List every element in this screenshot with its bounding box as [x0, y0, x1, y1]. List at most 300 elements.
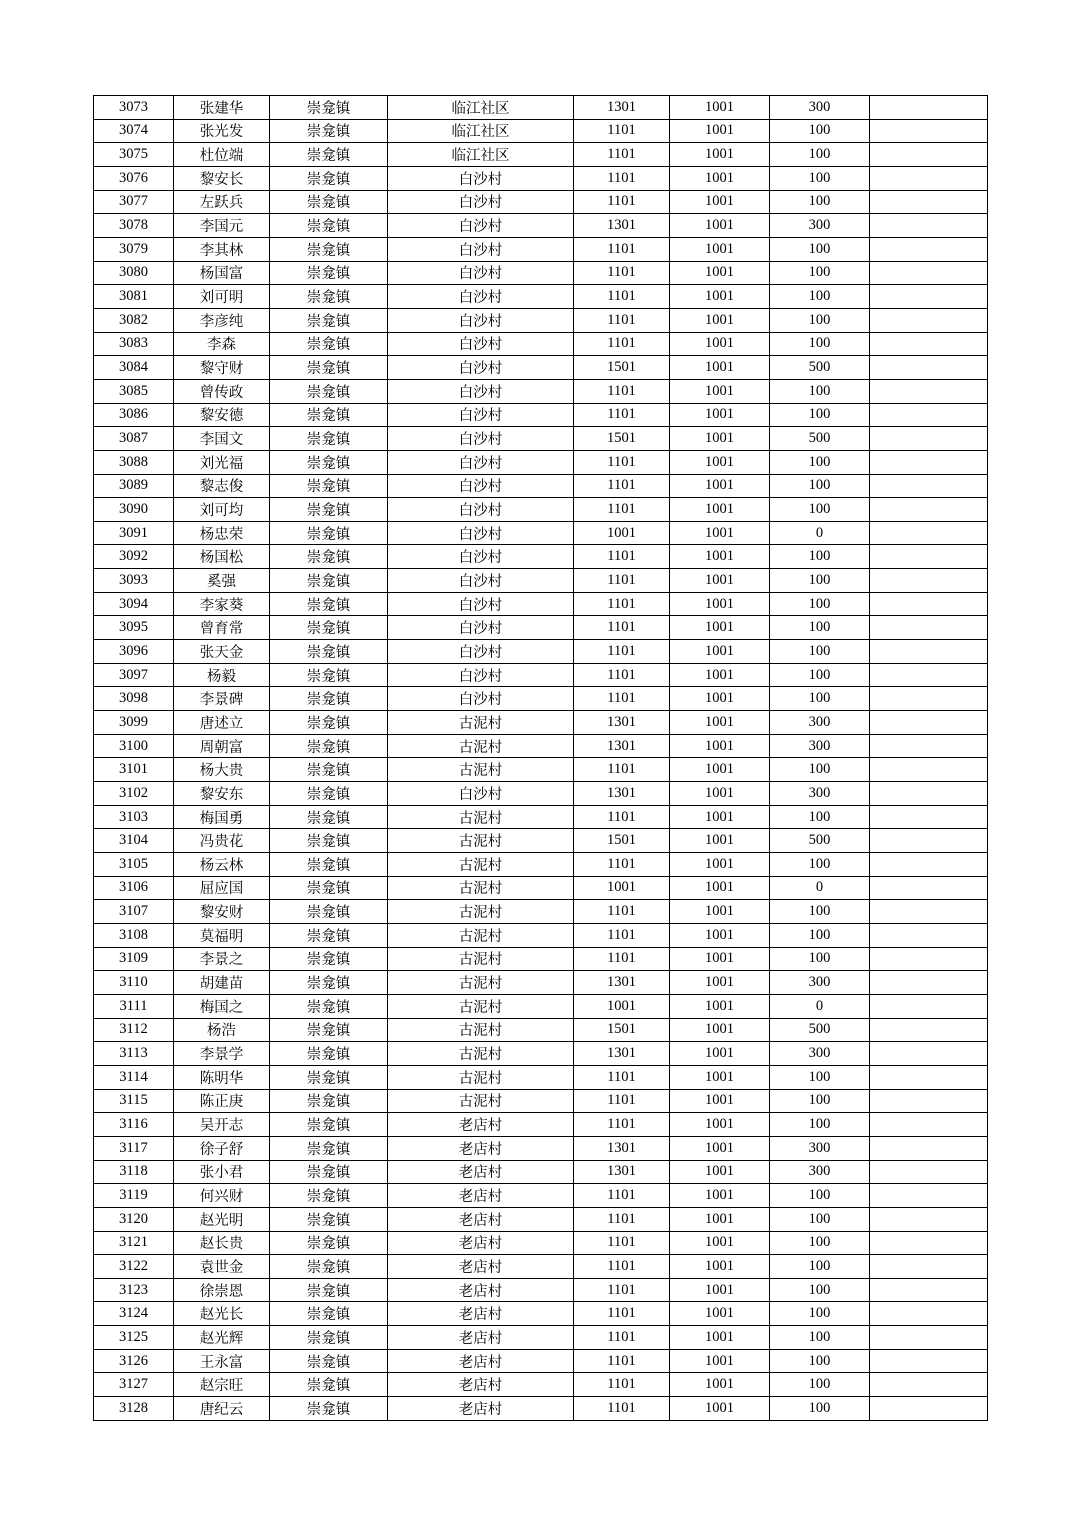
town-cell: 崇龛镇 — [270, 592, 388, 616]
village-cell: 古泥村 — [388, 734, 574, 758]
row-id-cell: 3113 — [94, 1042, 174, 1066]
code-b-cell: 1001 — [670, 261, 770, 285]
town-cell: 崇龛镇 — [270, 734, 388, 758]
name-cell: 黎安德 — [174, 403, 270, 427]
code-a-cell: 1501 — [574, 356, 670, 380]
row-id-cell: 3102 — [94, 782, 174, 806]
code-a-cell: 1501 — [574, 1018, 670, 1042]
code-a-cell: 1101 — [574, 498, 670, 522]
code-b-cell: 1001 — [670, 569, 770, 593]
village-cell: 白沙村 — [388, 356, 574, 380]
code-b-cell: 1001 — [670, 356, 770, 380]
table-row — [94, 1136, 988, 1160]
table-row — [94, 1065, 988, 1089]
code-b-cell: 1001 — [670, 1184, 770, 1208]
amount-cell: 500 — [770, 356, 870, 380]
note-cell — [870, 474, 988, 498]
code-b-cell: 1001 — [670, 1207, 770, 1231]
code-b-cell: 1001 — [670, 1349, 770, 1373]
table-row — [94, 190, 988, 214]
village-cell: 老店村 — [388, 1160, 574, 1184]
table-row — [94, 663, 988, 687]
code-a-cell: 1101 — [574, 308, 670, 332]
table-row — [94, 427, 988, 451]
town-cell: 崇龛镇 — [270, 403, 388, 427]
code-a-cell: 1101 — [574, 1255, 670, 1279]
town-cell: 崇龛镇 — [270, 166, 388, 190]
name-cell: 何兴财 — [174, 1184, 270, 1208]
village-cell: 老店村 — [388, 1207, 574, 1231]
code-b-cell: 1001 — [670, 994, 770, 1018]
name-cell: 黎守财 — [174, 356, 270, 380]
village-cell: 古泥村 — [388, 900, 574, 924]
note-cell — [870, 261, 988, 285]
town-cell: 崇龛镇 — [270, 853, 388, 877]
code-a-cell: 1101 — [574, 379, 670, 403]
row-id-cell: 3118 — [94, 1160, 174, 1184]
table-row — [94, 758, 988, 782]
village-cell: 白沙村 — [388, 403, 574, 427]
code-b-cell: 1001 — [670, 640, 770, 664]
note-cell — [870, 687, 988, 711]
code-a-cell: 1101 — [574, 545, 670, 569]
note-cell — [870, 1184, 988, 1208]
row-id-cell: 3081 — [94, 285, 174, 309]
note-cell — [870, 734, 988, 758]
name-cell: 杨浩 — [174, 1018, 270, 1042]
note-cell — [870, 782, 988, 806]
town-cell: 崇龛镇 — [270, 569, 388, 593]
note-cell — [870, 1349, 988, 1373]
note-cell — [870, 1255, 988, 1279]
name-cell: 王永富 — [174, 1349, 270, 1373]
row-id-cell: 3098 — [94, 687, 174, 711]
amount-cell: 100 — [770, 663, 870, 687]
name-cell: 曾传政 — [174, 379, 270, 403]
code-a-cell: 1101 — [574, 569, 670, 593]
code-a-cell: 1101 — [574, 190, 670, 214]
town-cell: 崇龛镇 — [270, 758, 388, 782]
code-a-cell: 1001 — [574, 994, 670, 1018]
code-a-cell: 1101 — [574, 1113, 670, 1137]
row-id-cell: 3107 — [94, 900, 174, 924]
town-cell: 崇龛镇 — [270, 1349, 388, 1373]
town-cell: 崇龛镇 — [270, 1278, 388, 1302]
town-cell: 崇龛镇 — [270, 782, 388, 806]
table-row — [94, 1397, 988, 1421]
name-cell: 杨云林 — [174, 853, 270, 877]
row-id-cell: 3082 — [94, 308, 174, 332]
amount-cell: 0 — [770, 994, 870, 1018]
note-cell — [870, 1136, 988, 1160]
amount-cell: 100 — [770, 687, 870, 711]
name-cell: 李景学 — [174, 1042, 270, 1066]
name-cell: 黎志俊 — [174, 474, 270, 498]
name-cell: 张光发 — [174, 119, 270, 143]
code-a-cell: 1101 — [574, 332, 670, 356]
table-row — [94, 237, 988, 261]
code-a-cell: 1101 — [574, 923, 670, 947]
table-row — [94, 876, 988, 900]
amount-cell: 0 — [770, 876, 870, 900]
name-cell: 杨毅 — [174, 663, 270, 687]
name-cell: 刘可明 — [174, 285, 270, 309]
village-cell: 古泥村 — [388, 711, 574, 735]
name-cell: 杨国松 — [174, 545, 270, 569]
table-row — [94, 1207, 988, 1231]
row-id-cell: 3093 — [94, 569, 174, 593]
table-row — [94, 143, 988, 167]
row-id-cell: 3108 — [94, 923, 174, 947]
code-b-cell: 1001 — [670, 450, 770, 474]
row-id-cell: 3087 — [94, 427, 174, 451]
village-cell: 古泥村 — [388, 829, 574, 853]
note-cell — [870, 1302, 988, 1326]
amount-cell: 100 — [770, 1207, 870, 1231]
amount-cell: 100 — [770, 1255, 870, 1279]
name-cell: 屈应国 — [174, 876, 270, 900]
code-b-cell: 1001 — [670, 1113, 770, 1137]
amount-cell: 100 — [770, 190, 870, 214]
name-cell: 徐崇恩 — [174, 1278, 270, 1302]
amount-cell: 100 — [770, 285, 870, 309]
note-cell — [870, 214, 988, 238]
name-cell: 赵长贵 — [174, 1231, 270, 1255]
note-cell — [870, 427, 988, 451]
village-cell: 老店村 — [388, 1349, 574, 1373]
table-row — [94, 1089, 988, 1113]
name-cell: 李其林 — [174, 237, 270, 261]
town-cell: 崇龛镇 — [270, 971, 388, 995]
code-a-cell: 1301 — [574, 782, 670, 806]
town-cell: 崇龛镇 — [270, 545, 388, 569]
town-cell: 崇龛镇 — [270, 900, 388, 924]
code-a-cell: 1001 — [574, 521, 670, 545]
amount-cell: 100 — [770, 1302, 870, 1326]
village-cell: 老店村 — [388, 1255, 574, 1279]
amount-cell: 100 — [770, 1373, 870, 1397]
table-row — [94, 119, 988, 143]
row-id-cell: 3094 — [94, 592, 174, 616]
village-cell: 古泥村 — [388, 876, 574, 900]
note-cell — [870, 356, 988, 380]
amount-cell: 500 — [770, 427, 870, 451]
table-row — [94, 545, 988, 569]
table-row — [94, 356, 988, 380]
town-cell: 崇龛镇 — [270, 805, 388, 829]
town-cell: 崇龛镇 — [270, 1255, 388, 1279]
row-id-cell: 3106 — [94, 876, 174, 900]
amount-cell: 100 — [770, 592, 870, 616]
village-cell: 白沙村 — [388, 285, 574, 309]
table-row — [94, 308, 988, 332]
table-row — [94, 1349, 988, 1373]
code-b-cell: 1001 — [670, 734, 770, 758]
note-cell — [870, 1326, 988, 1350]
name-cell: 黎安东 — [174, 782, 270, 806]
town-cell: 崇龛镇 — [270, 1160, 388, 1184]
table-row — [94, 332, 988, 356]
note-cell — [870, 616, 988, 640]
village-cell: 临江社区 — [388, 96, 574, 120]
amount-cell: 100 — [770, 119, 870, 143]
name-cell: 左跃兵 — [174, 190, 270, 214]
code-a-cell: 1501 — [574, 829, 670, 853]
row-id-cell: 3095 — [94, 616, 174, 640]
town-cell: 崇龛镇 — [270, 663, 388, 687]
note-cell — [870, 758, 988, 782]
row-id-cell: 3099 — [94, 711, 174, 735]
code-b-cell: 1001 — [670, 332, 770, 356]
name-cell: 张建华 — [174, 96, 270, 120]
table-row — [94, 971, 988, 995]
name-cell: 莫福明 — [174, 923, 270, 947]
name-cell: 刘可均 — [174, 498, 270, 522]
town-cell: 崇龛镇 — [270, 947, 388, 971]
note-cell — [870, 450, 988, 474]
code-b-cell: 1001 — [670, 427, 770, 451]
table-row — [94, 403, 988, 427]
table-row — [94, 734, 988, 758]
code-a-cell: 1101 — [574, 285, 670, 309]
table-row — [94, 592, 988, 616]
row-id-cell: 3073 — [94, 96, 174, 120]
code-a-cell: 1301 — [574, 1160, 670, 1184]
note-cell — [870, 308, 988, 332]
village-cell: 临江社区 — [388, 119, 574, 143]
town-cell: 崇龛镇 — [270, 261, 388, 285]
row-id-cell: 3080 — [94, 261, 174, 285]
name-cell: 李家葵 — [174, 592, 270, 616]
town-cell: 崇龛镇 — [270, 521, 388, 545]
row-id-cell: 3105 — [94, 853, 174, 877]
row-id-cell: 3077 — [94, 190, 174, 214]
code-b-cell: 1001 — [670, 1042, 770, 1066]
village-cell: 白沙村 — [388, 332, 574, 356]
amount-cell: 300 — [770, 214, 870, 238]
town-cell: 崇龛镇 — [270, 876, 388, 900]
row-id-cell: 3114 — [94, 1065, 174, 1089]
amount-cell: 100 — [770, 900, 870, 924]
code-a-cell: 1101 — [574, 687, 670, 711]
code-b-cell: 1001 — [670, 1160, 770, 1184]
code-b-cell: 1001 — [670, 190, 770, 214]
town-cell: 崇龛镇 — [270, 1089, 388, 1113]
code-b-cell: 1001 — [670, 829, 770, 853]
row-id-cell: 3125 — [94, 1326, 174, 1350]
table-row — [94, 640, 988, 664]
village-cell: 古泥村 — [388, 805, 574, 829]
table-row — [94, 285, 988, 309]
code-a-cell: 1301 — [574, 734, 670, 758]
row-id-cell: 3120 — [94, 1207, 174, 1231]
amount-cell: 300 — [770, 734, 870, 758]
village-cell: 白沙村 — [388, 569, 574, 593]
code-a-cell: 1101 — [574, 853, 670, 877]
code-a-cell: 1101 — [574, 166, 670, 190]
code-b-cell: 1001 — [670, 1397, 770, 1421]
code-b-cell: 1001 — [670, 166, 770, 190]
note-cell — [870, 569, 988, 593]
amount-cell: 100 — [770, 237, 870, 261]
name-cell: 李景碑 — [174, 687, 270, 711]
name-cell: 张天金 — [174, 640, 270, 664]
row-id-cell: 3089 — [94, 474, 174, 498]
row-id-cell: 3119 — [94, 1184, 174, 1208]
village-cell: 白沙村 — [388, 214, 574, 238]
name-cell: 杜位端 — [174, 143, 270, 167]
town-cell: 崇龛镇 — [270, 994, 388, 1018]
amount-cell: 100 — [770, 569, 870, 593]
name-cell: 黎安长 — [174, 166, 270, 190]
table-row — [94, 1302, 988, 1326]
row-id-cell: 3076 — [94, 166, 174, 190]
note-cell — [870, 403, 988, 427]
code-b-cell: 1001 — [670, 1255, 770, 1279]
note-cell — [870, 119, 988, 143]
code-b-cell: 1001 — [670, 379, 770, 403]
row-id-cell: 3115 — [94, 1089, 174, 1113]
village-cell: 白沙村 — [388, 616, 574, 640]
code-a-cell: 1301 — [574, 214, 670, 238]
village-cell: 白沙村 — [388, 498, 574, 522]
code-b-cell: 1001 — [670, 711, 770, 735]
town-cell: 崇龛镇 — [270, 96, 388, 120]
table-row — [94, 1184, 988, 1208]
code-a-cell: 1101 — [574, 119, 670, 143]
row-id-cell: 3117 — [94, 1136, 174, 1160]
code-b-cell: 1001 — [670, 616, 770, 640]
village-cell: 老店村 — [388, 1136, 574, 1160]
row-id-cell: 3121 — [94, 1231, 174, 1255]
row-id-cell: 3092 — [94, 545, 174, 569]
note-cell — [870, 876, 988, 900]
code-b-cell: 1001 — [670, 1018, 770, 1042]
town-cell: 崇龛镇 — [270, 356, 388, 380]
village-cell: 老店村 — [388, 1113, 574, 1137]
name-cell: 赵光辉 — [174, 1326, 270, 1350]
village-cell: 白沙村 — [388, 261, 574, 285]
row-id-cell: 3075 — [94, 143, 174, 167]
table-row — [94, 450, 988, 474]
village-cell: 老店村 — [388, 1231, 574, 1255]
village-cell: 古泥村 — [388, 853, 574, 877]
row-id-cell: 3103 — [94, 805, 174, 829]
code-a-cell: 1101 — [574, 403, 670, 427]
row-id-cell: 3124 — [94, 1302, 174, 1326]
code-b-cell: 1001 — [670, 214, 770, 238]
code-a-cell: 1101 — [574, 592, 670, 616]
name-cell: 赵光长 — [174, 1302, 270, 1326]
village-cell: 白沙村 — [388, 474, 574, 498]
table-row — [94, 1255, 988, 1279]
note-cell — [870, 711, 988, 735]
town-cell: 崇龛镇 — [270, 1373, 388, 1397]
note-cell — [870, 1065, 988, 1089]
code-b-cell: 1001 — [670, 782, 770, 806]
name-cell: 刘光福 — [174, 450, 270, 474]
code-b-cell: 1001 — [670, 96, 770, 120]
name-cell: 陈明华 — [174, 1065, 270, 1089]
row-id-cell: 3109 — [94, 947, 174, 971]
row-id-cell: 3127 — [94, 1373, 174, 1397]
table-body — [94, 96, 988, 1421]
town-cell: 崇龛镇 — [270, 1018, 388, 1042]
town-cell: 崇龛镇 — [270, 285, 388, 309]
table-row — [94, 1326, 988, 1350]
village-cell: 白沙村 — [388, 592, 574, 616]
code-a-cell: 1501 — [574, 427, 670, 451]
code-a-cell: 1101 — [574, 474, 670, 498]
town-cell: 崇龛镇 — [270, 214, 388, 238]
amount-cell: 100 — [770, 143, 870, 167]
amount-cell: 100 — [770, 853, 870, 877]
code-a-cell: 1101 — [574, 1207, 670, 1231]
table-row — [94, 1373, 988, 1397]
village-cell: 白沙村 — [388, 427, 574, 451]
code-b-cell: 1001 — [670, 758, 770, 782]
code-a-cell: 1101 — [574, 1397, 670, 1421]
code-a-cell: 1101 — [574, 237, 670, 261]
name-cell: 胡建苗 — [174, 971, 270, 995]
note-cell — [870, 1207, 988, 1231]
amount-cell: 100 — [770, 1065, 870, 1089]
code-b-cell: 1001 — [670, 1089, 770, 1113]
table-row — [94, 1278, 988, 1302]
code-a-cell: 1101 — [574, 1184, 670, 1208]
village-cell: 白沙村 — [388, 545, 574, 569]
note-cell — [870, 1231, 988, 1255]
village-cell: 老店村 — [388, 1326, 574, 1350]
note-cell — [870, 1018, 988, 1042]
table-row — [94, 1231, 988, 1255]
town-cell: 崇龛镇 — [270, 1326, 388, 1350]
row-id-cell: 3097 — [94, 663, 174, 687]
code-b-cell: 1001 — [670, 947, 770, 971]
village-cell: 白沙村 — [388, 379, 574, 403]
code-a-cell: 1101 — [574, 1231, 670, 1255]
note-cell — [870, 332, 988, 356]
name-cell: 黎安财 — [174, 900, 270, 924]
name-cell: 曾育常 — [174, 616, 270, 640]
village-cell: 古泥村 — [388, 1018, 574, 1042]
name-cell: 冯贵花 — [174, 829, 270, 853]
village-cell: 白沙村 — [388, 687, 574, 711]
name-cell: 唐述立 — [174, 711, 270, 735]
row-id-cell: 3111 — [94, 994, 174, 1018]
town-cell: 崇龛镇 — [270, 1207, 388, 1231]
village-cell: 老店村 — [388, 1373, 574, 1397]
village-cell: 古泥村 — [388, 923, 574, 947]
note-cell — [870, 923, 988, 947]
code-b-cell: 1001 — [670, 1326, 770, 1350]
code-a-cell: 1101 — [574, 640, 670, 664]
row-id-cell: 3110 — [94, 971, 174, 995]
amount-cell: 300 — [770, 711, 870, 735]
note-cell — [870, 1042, 988, 1066]
table-row — [94, 1042, 988, 1066]
row-id-cell: 3088 — [94, 450, 174, 474]
note-cell — [870, 1373, 988, 1397]
amount-cell: 100 — [770, 403, 870, 427]
code-a-cell: 1101 — [574, 1278, 670, 1302]
table-row — [94, 1018, 988, 1042]
table-row — [94, 782, 988, 806]
code-b-cell: 1001 — [670, 805, 770, 829]
town-cell: 崇龛镇 — [270, 308, 388, 332]
town-cell: 崇龛镇 — [270, 474, 388, 498]
row-id-cell: 3128 — [94, 1397, 174, 1421]
